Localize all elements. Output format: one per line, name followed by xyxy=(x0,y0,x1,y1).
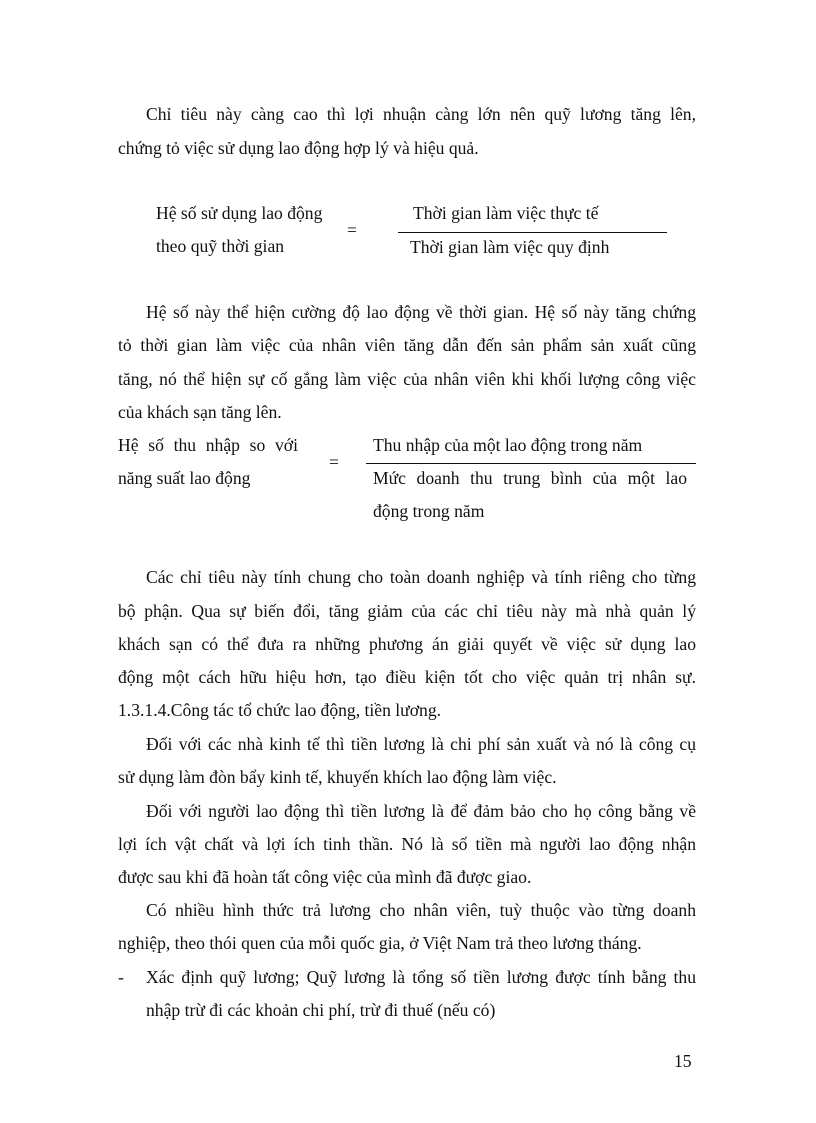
paragraph-3-line-3: khách sạn có thể đưa ra những phương án giải quyết về việc sử dụng lao xyxy=(118,634,696,654)
formula-1-label-line-2: theo quỹ thời gian xyxy=(156,236,285,256)
bullet-1-marker: - xyxy=(118,967,124,987)
paragraph-2-line-2: tỏ thời gian làm việc của nhân viên tăng dẫn đến sản phẩm sản xuất cũng xyxy=(118,335,696,355)
formula-1-equals: = xyxy=(347,220,357,240)
page-number: 15 xyxy=(674,1051,692,1071)
paragraph-5-line-3: được sau khi đã hoàn tất công việc của mình đã được giao. xyxy=(118,867,532,887)
paragraph-1-line-2: chứng tỏ việc sử dụng lao động hợp lý và hiệu quả. xyxy=(118,138,479,158)
paragraph-2-line-3: tăng, nó thể hiện sự cố gắng làm việc của nhân viên khi khối lượng công việc xyxy=(118,369,696,389)
formula-1-label-line-1: Hệ số sử dụng lao động xyxy=(156,203,323,223)
formula-2-label-line-2: năng suất lao động xyxy=(118,468,251,488)
paragraph-3-line-1: Các chỉ tiêu này tính chung cho toàn doanh nghiệp và tính riêng cho từng xyxy=(146,567,696,587)
paragraph-2-line-1: Hệ số này thể hiện cường độ lao động về thời gian. Hệ số này tăng chứng xyxy=(146,302,696,322)
formula-1-numerator: Thời gian làm việc thực tế xyxy=(413,203,599,223)
paragraph-3-line-2: bộ phận. Qua sự biến đổi, tăng giảm của các chỉ tiêu này mà nhà quản lý xyxy=(118,601,696,621)
formula-2-label-line-1: Hệ số thu nhập so với xyxy=(118,435,298,455)
paragraph-6-line-1: Có nhiều hình thức trả lương cho nhân viên, tuỳ thuộc vào từng doanh xyxy=(146,900,696,920)
formula-2-denominator-line-1: Mức doanh thu trung bình của một lao xyxy=(373,468,687,488)
paragraph-1-line-1: Chỉ tiêu này càng cao thì lợi nhuận càng lớn nên quỹ lương tăng lên, xyxy=(146,104,696,124)
formula-1-denominator: Thời gian làm việc quy định xyxy=(410,237,610,257)
paragraph-3-line-4: động một cách hữu hiệu hơn, tạo điều kiện tốt cho việc quản trị nhân sự. xyxy=(118,667,696,687)
paragraph-6-line-2: nghiệp, theo thói quen của mỗi quốc gia, ở Việt Nam trả theo lương tháng. xyxy=(118,933,642,953)
bullet-1-line-1: Xác định quỹ lương; Quỹ lương là tổng số tiền lương được tính bằng thu xyxy=(146,967,696,987)
paragraph-4-line-1: Đối với các nhà kinh tế thì tiền lương là chi phí sản xuất và nó là công cụ xyxy=(146,734,696,754)
section-heading: 1.3.1.4.Công tác tổ chức lao động, tiền lương. xyxy=(118,700,442,720)
paragraph-5-line-2: lợi ích vật chất và lợi ích tinh thần. Nó là số tiền mà người lao động nhận xyxy=(118,834,696,854)
paragraph-5-line-1: Đối với người lao động thì tiền lương là để đảm bảo cho họ công bằng về xyxy=(146,801,696,821)
formula-2-fraction-bar xyxy=(366,463,696,464)
formula-1-fraction-bar xyxy=(398,232,667,233)
paragraph-2-line-4: của khách sạn tăng lên. xyxy=(118,402,282,422)
formula-2-numerator: Thu nhập của một lao động trong năm xyxy=(373,435,643,455)
paragraph-4-line-2: sử dụng làm đòn bẩy kinh tế, khuyến khích lao động làm việc. xyxy=(118,767,557,787)
formula-2-denominator-line-2: động trong năm xyxy=(373,501,485,521)
formula-2-equals: = xyxy=(329,452,339,472)
bullet-1-line-2: nhập trừ đi các khoản chi phí, trừ đi thuế (nếu có) xyxy=(146,1000,496,1020)
